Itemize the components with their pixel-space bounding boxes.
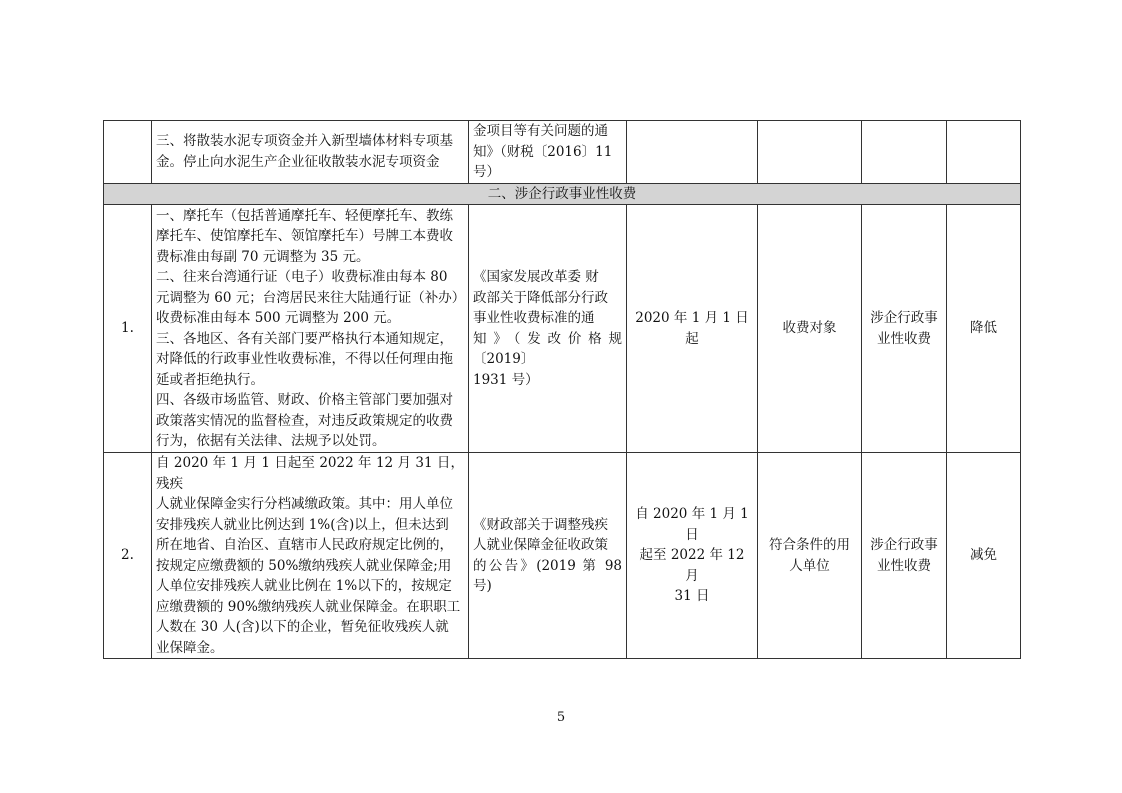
fee-category: 涉企行政事 业性收费	[862, 453, 947, 659]
policy-content: 一、摩托车（包括普通摩托车、轻便摩托车、教练 摩托车、使馆摩托车、领馆摩托车）号牌工本费收 费标准由每副 70 元调整为 35 元。 二、往来台湾通行证（电子）收费标准由每本 80 元调整为 60 元；台湾居民来往大陆通行证（补办） 收费标准由每本 500 元调整为 200 元。 三、各地区、各有关部门要严格执行本通知规定， 对降低的行政事业性收费标准，不得以任何理由拖 延或者拒绝执行。 四、各级市场监管、财政、价格主管部门要加强对 政策落实情况的监督检查，对违反政策规定的收费 行为，依据有关法律、法规予以处罚。	[152, 205, 469, 453]
policy-table	[103, 120, 1021, 659]
section-header-row	[104, 183, 1021, 205]
fee-category: 涉企行政事 业性收费	[862, 205, 947, 453]
table-row-continuation	[104, 121, 1021, 184]
row-number: 1.	[104, 205, 152, 453]
row-number	[104, 121, 152, 184]
policy-basis: 《财政部关于调整残疾 人就业保障金征收政策 的公告》(2019 第 98 号)	[469, 453, 627, 659]
target-group: 收费对象	[758, 205, 862, 453]
effective-date: 2020 年 1 月 1 日起	[627, 205, 758, 453]
table-row	[104, 453, 1021, 659]
target-group	[758, 121, 862, 184]
row-number: 2.	[104, 453, 152, 659]
page-number: 5	[556, 710, 566, 725]
effective-date	[627, 121, 758, 184]
relief-method	[947, 121, 1021, 184]
policy-basis: 《国家发展改革委 财 政部关于降低部分行政 事业性收费标准的通 知》（发改价格规〔2019〕 1931 号）	[469, 205, 627, 453]
relief-method: 减免	[947, 453, 1021, 659]
table-row	[104, 205, 1021, 453]
policy-content: 三、将散装水泥专项资金并入新型墙体材料专项基 金。停止向水泥生产企业征收散装水泥专项资金	[152, 121, 469, 184]
fee-category	[862, 121, 947, 184]
policy-basis: 金项目等有关问题的通 知》（财税〔2016〕11 号）	[469, 121, 627, 184]
target-group: 符合条件的用 人单位	[758, 453, 862, 659]
relief-method: 降低	[947, 205, 1021, 453]
section-title: 二、涉企行政事业性收费	[104, 183, 1021, 205]
policy-content: 自 2020 年 1 月 1 日起至 2022 年 12 月 31 日，残疾 人就业保障金实行分档减缴政策。其中：用人单位 安排残疾人就业比例达到 1%(含)以上，但未达到 所在地省、自治区、直辖市人民政府规定比例的， 按规定应缴费额的 50%缴纳残疾人就业保障金;用 人单位安排残疾人就业比例在 1%以下的，按规定 应缴费额的 90%缴纳残疾人就业保障金。在职职工 人数在 30 人(含)以下的企业，暂免征收残疾人就 业保障金。	[152, 453, 469, 659]
effective-date: 自 2020 年 1 月 1 日 起至 2022 年 12 月 31 日	[627, 453, 758, 659]
